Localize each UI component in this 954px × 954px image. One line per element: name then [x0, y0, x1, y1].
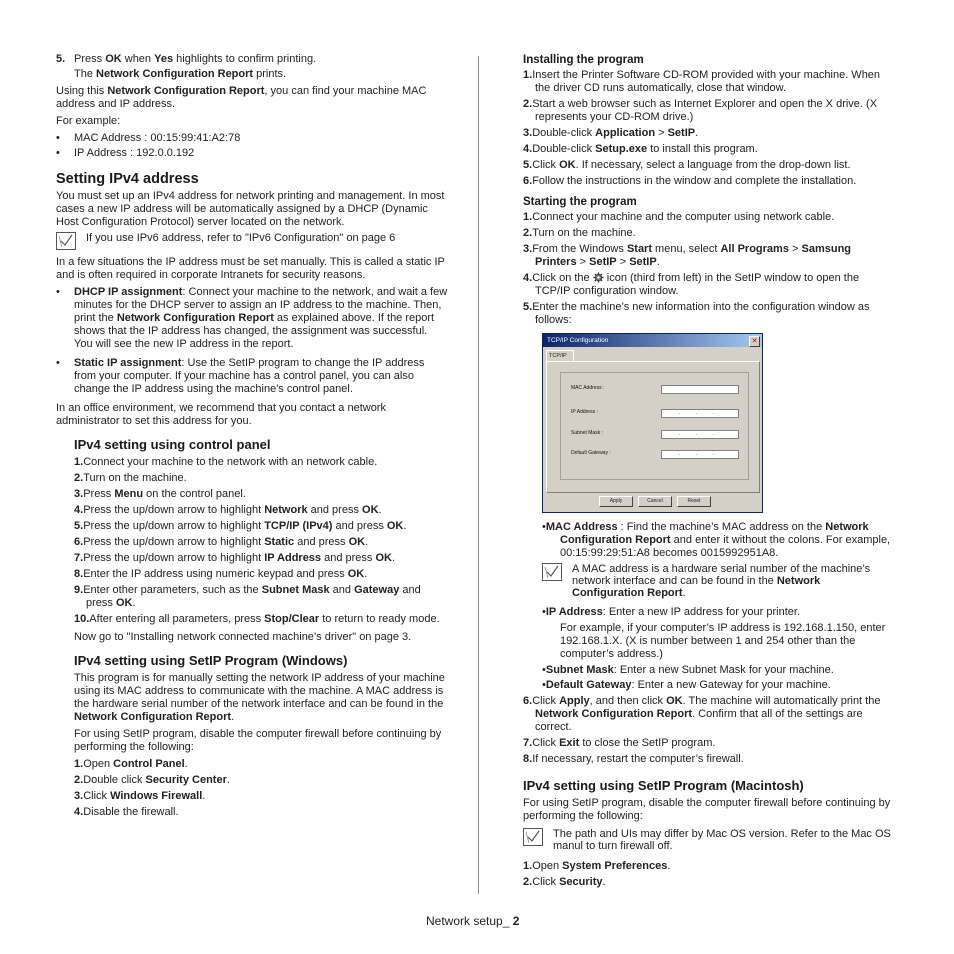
start-steps — [523, 211, 895, 269]
step-item: 3.From the Windows Start menu, select All Programs > Samsung Printers > SetIP > SetIP. — [523, 243, 852, 268]
step-item: 9.Enter other parameters, such as the Subnet Mask and Gateway and press OK. — [74, 584, 421, 609]
step-item: 3.Click Windows Firewall. — [74, 790, 206, 802]
static-intro: In a few situations the IP address must be set manually. This is called a static IP and is often required in corporate Intranets for security reasons. — [56, 256, 445, 281]
mac-address-item: •MAC Address : Find the machine’s MAC address on the Network Configuration Report and enter it without the colons. For example, 00:15:99:29:51:A8 becomes 0015992951A8. — [542, 521, 891, 559]
step-item: 3.Press Menu on the control panel. — [74, 488, 246, 500]
subnet-mask-label: Subnet Mask : — [571, 430, 603, 436]
cancel-button[interactable]: Cancel — [638, 496, 672, 507]
step-item: 1.Connect your machine to the network with an network cable. — [74, 456, 378, 468]
install-steps — [523, 69, 895, 188]
mac-address-label: MAC Address : — [571, 385, 605, 391]
gateway-label: Default Gateway : — [571, 450, 611, 456]
step-item: 10.After entering all parameters, press Stop/Clear to return to ready mode. — [74, 613, 440, 625]
step-item: 2.Click Security. — [523, 876, 606, 888]
step-item: 3.Double-click Application > SetIP. — [523, 127, 699, 139]
subnet-mask-input[interactable]: . . . — [661, 430, 739, 439]
windows-firewall-steps — [74, 758, 448, 819]
mac-firewall-intro: For using SetIP program, disable the computer firewall before continuing by performing the following: — [523, 797, 891, 822]
gateway-input[interactable]: . . . — [661, 450, 739, 459]
step-item: 2.Turn on the machine. — [74, 472, 187, 484]
now-go-text: Now go to "Installing network connected machine’s driver" on page 3. — [74, 631, 412, 643]
step-item: 7.Click Exit to close the SetIP program. — [523, 737, 716, 749]
step-item: 1.Insert the Printer Software CD-ROM provided with your machine. When the driver CD runs automatically, close that window. — [523, 69, 881, 94]
ip-example-text: For example, if your computer’s IP address is 192.168.1.150, enter 192.168.1.X. (X is number between 1 and 254 other than the computer’s address.) — [560, 622, 886, 660]
page-footer: Network setup_ 2 — [426, 914, 520, 928]
mac-firewall-steps — [523, 860, 895, 889]
step-item: 6.Press the up/down arrow to highlight Static and press OK. — [74, 536, 369, 548]
note-ipv6: If you use IPv6 address, refer to "IPv6 Configuration" on page 6 — [56, 232, 448, 250]
office-paragraph: In an office environment, we recommend that you contact a network administrator to set this address for you. — [56, 402, 386, 427]
ip-address-item: •IP Address: Enter a new IP address for your printer. — [542, 606, 801, 618]
step-item: 1.Open Control Panel. — [74, 758, 188, 770]
step-item: 5.Click OK. If necessary, select a language from the drop-down list. — [523, 159, 851, 171]
dhcp-bullet: • DHCP IP assignment: Connect your machine to the network, and wait a few minutes for the DHCP server to assign an IP address to the machine. Then, print the Network Configuration Report as explained above. If the report shows that the IP address has changed, the assignment was successful. You will see the new IP address in the report. — [56, 286, 448, 350]
subnet-mask-item: •Subnet Mask: Enter a new Subnet Mask for your machine. — [542, 664, 834, 676]
step-item: 2.Turn on the machine. — [523, 227, 636, 239]
note-icon — [56, 232, 76, 250]
step-5: 5. Press OK when Yes highlights to confirm printing. — [56, 53, 317, 65]
step-item: 1.Open System Preferences. — [523, 860, 671, 872]
window-title-bar: TCP/IP Configuration ✕ — [543, 334, 762, 347]
apply-button[interactable]: Apply — [599, 496, 633, 507]
heading-control-panel: IPv4 setting using control panel — [74, 437, 271, 452]
step-5-enter-info: 5.Enter the machine’s new information into the configuration window as follows: — [523, 301, 870, 326]
note-mac-os: The path and UIs may differ by Mac OS version. Refer to the Mac OS manul to turn firewall off. — [523, 828, 895, 852]
step-item: 8.If necessary, restart the computer’s firewall. — [523, 753, 744, 765]
heading-setting-ipv4: Setting IPv4 address — [56, 171, 199, 187]
step-item: 2.Double click Security Center. — [74, 774, 230, 786]
column-divider — [478, 56, 479, 894]
control-panel-steps — [74, 456, 448, 626]
window-close-button[interactable]: ✕ — [749, 336, 760, 347]
note-icon — [542, 563, 562, 581]
tab-tcpip[interactable]: TCP/IP — [546, 350, 574, 362]
gateway-item: •Default Gateway: Enter a new Gateway for your machine. — [542, 679, 831, 691]
step-item: 8.Enter the IP address using numeric keypad and press OK. — [74, 568, 368, 580]
reset-button[interactable]: Reset — [677, 496, 711, 507]
config-panel — [546, 361, 760, 493]
mac-address-input[interactable] — [661, 385, 739, 394]
mac-example: • MAC Address : 00:15:99:41:A2:78 — [56, 132, 241, 144]
ip-address-input[interactable]: . . . — [661, 409, 739, 418]
setip-gear-icon — [593, 272, 604, 283]
intro-paragraph: You must set up an IPv4 address for network printing and management. In most cases a new IP address will be automatically assigned by a DHCP (Dynamic Host Configuration Protocol) server located on the network. — [56, 190, 445, 228]
note-icon — [523, 828, 543, 846]
windows-intro: This program is for manually setting the network IP address of your machine using its MAC address to communicate with the machine. A MAC address is the hardware serial number of the network interface and can be found in the Network Configuration Report. — [74, 672, 445, 723]
step-4-setip-icon: 4.Click on the icon (third from left) in the SetIP window to open the TCP/IP configuration window. — [523, 272, 860, 297]
ip-example: • IP Address : 192.0.0.192 — [56, 147, 195, 159]
step-5-result: The Network Configuration Report prints. — [74, 68, 287, 80]
step-item: 6.Click Apply, and then click OK. The machine will automatically print the Network Configuration Report. Confirm that all of the settings are correct. — [523, 695, 881, 733]
step-item: 5.Press the up/down arrow to highlight TCP/IP (IPv4) and press OK. — [74, 520, 407, 532]
finish-steps — [523, 695, 895, 766]
tcpip-config-window — [542, 333, 763, 513]
left-column — [56, 53, 448, 822]
step-item: 4.Double-click Setup.exe to install this program. — [523, 143, 758, 155]
windows-firewall-intro: For using SetIP program, disable the computer firewall before continuing by performing the following: — [74, 728, 442, 753]
step-item: 6.Follow the instructions in the window and complete the installation. — [523, 175, 857, 187]
step-item: 7.Press the up/down arrow to highlight IP Address and press OK. — [74, 552, 396, 564]
step-item: 1.Connect your machine and the computer using network cable. — [523, 211, 835, 223]
step-item: 4.Disable the firewall. — [74, 806, 179, 818]
config-group — [560, 372, 749, 480]
using-report-text: Using this Network Configuration Report, you can find your machine MAC address and IP address. — [56, 85, 427, 110]
heading-setip-windows: IPv4 setting using SetIP Program (Windows) — [74, 653, 348, 668]
step-item: 4.Press the up/down arrow to highlight Network and press OK. — [74, 504, 382, 516]
note-mac: A MAC address is a hardware serial number of the machine’s network interface and can be found in the Network Configuration Report. — [542, 563, 895, 599]
heading-starting: Starting the program — [523, 196, 637, 208]
ip-address-label: IP Address : — [571, 409, 598, 415]
example-label: For example: — [56, 115, 121, 127]
heading-installing: Installing the program — [523, 54, 644, 66]
static-bullet: • Static IP assignment: Use the SetIP program to change the IP address from your computer. If your machine has a control panel, you can also change the IP address using the machine's control panel. — [56, 357, 425, 395]
heading-setip-mac: IPv4 setting using SetIP Program (Macintosh) — [523, 778, 804, 793]
right-column — [523, 53, 895, 892]
step-item: 2.Start a web browser such as Internet Explorer and open the X drive. (X represents your CD-ROM drive.) — [523, 98, 878, 123]
